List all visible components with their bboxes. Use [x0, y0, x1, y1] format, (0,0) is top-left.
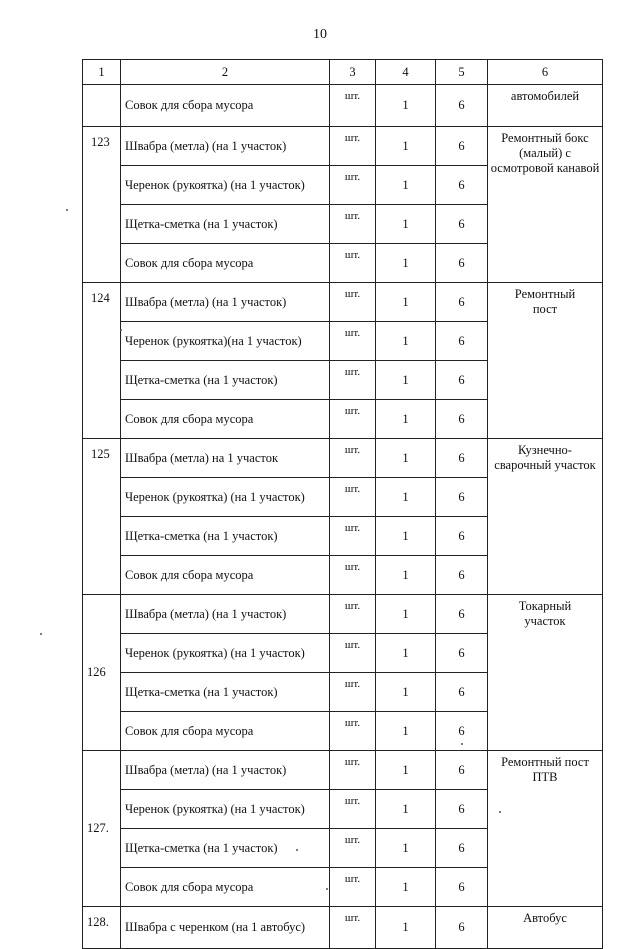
- item-quantity: 1: [376, 868, 436, 907]
- scan-speck: [296, 849, 298, 851]
- table-row: [83, 127, 603, 166]
- item-quantity: 1: [376, 361, 436, 400]
- scan-speck: [326, 888, 328, 890]
- column-header: 6: [488, 60, 603, 85]
- item-period: 6: [436, 439, 488, 478]
- row-number: 127.: [83, 751, 121, 907]
- item-unit: шт.: [330, 868, 376, 907]
- item-quantity: 1: [376, 712, 436, 751]
- item-unit: шт.: [330, 595, 376, 634]
- item-name: Швабра (метла) на 1 участок: [121, 439, 330, 478]
- item-quantity: 1: [376, 400, 436, 439]
- scan-speck: [499, 811, 501, 813]
- item-name: Швабра (метла) (на 1 участок): [121, 127, 330, 166]
- item-location: Ремонтный пост: [488, 283, 603, 439]
- item-period: 6: [436, 829, 488, 868]
- column-header: 5: [436, 60, 488, 85]
- item-period: 6: [436, 907, 488, 949]
- table-row: [83, 595, 603, 634]
- column-header: 2: [121, 60, 330, 85]
- table-row: [83, 751, 603, 790]
- item-unit: шт.: [330, 283, 376, 322]
- item-quantity: 1: [376, 556, 436, 595]
- row-number: 125: [83, 439, 121, 595]
- item-name: Совок для сбора мусора: [121, 868, 330, 907]
- item-location: Токарный участок: [488, 595, 603, 751]
- item-location: автомобилей: [488, 85, 603, 127]
- item-quantity: 1: [376, 85, 436, 127]
- item-name: Швабра (метла) (на 1 участок): [121, 283, 330, 322]
- item-unit: шт.: [330, 439, 376, 478]
- item-quantity: 1: [376, 517, 436, 556]
- item-period: 6: [436, 517, 488, 556]
- column-header: 4: [376, 60, 436, 85]
- item-unit: шт.: [330, 166, 376, 205]
- item-period: 6: [436, 478, 488, 517]
- item-quantity: 1: [376, 634, 436, 673]
- item-period: 6: [436, 595, 488, 634]
- item-name: Щетка-сметка (на 1 участок): [121, 517, 330, 556]
- item-unit: шт.: [330, 205, 376, 244]
- item-unit: шт.: [330, 127, 376, 166]
- table-row: [83, 283, 603, 322]
- item-unit: шт.: [330, 244, 376, 283]
- table-row: [83, 907, 603, 949]
- item-name: Черенок (рукоятка) (на 1 участок): [121, 478, 330, 517]
- item-quantity: 1: [376, 322, 436, 361]
- item-period: 6: [436, 751, 488, 790]
- row-number: 124: [83, 283, 121, 439]
- item-quantity: 1: [376, 907, 436, 949]
- scan-speck: [66, 209, 68, 211]
- item-period: 6: [436, 322, 488, 361]
- item-location: Кузнечно-сварочный участок: [488, 439, 603, 595]
- item-name: Совок для сбора мусора: [121, 244, 330, 283]
- item-quantity: 1: [376, 127, 436, 166]
- item-quantity: 1: [376, 439, 436, 478]
- item-name: Швабра (метла) (на 1 участок): [121, 595, 330, 634]
- item-unit: шт.: [330, 790, 376, 829]
- item-quantity: 1: [376, 283, 436, 322]
- inventory-table: [82, 59, 603, 949]
- item-name: Черенок (рукоятка) (на 1 участок): [121, 634, 330, 673]
- item-name: Щетка-сметка (на 1 участок): [121, 673, 330, 712]
- item-name: Черенок (рукоятка) (на 1 участок): [121, 166, 330, 205]
- item-location: Автобус: [488, 907, 603, 949]
- item-period: 6: [436, 85, 488, 127]
- item-unit: шт.: [330, 907, 376, 949]
- item-unit: шт.: [330, 322, 376, 361]
- item-period: 6: [436, 712, 488, 751]
- item-period: 6: [436, 673, 488, 712]
- item-unit: шт.: [330, 517, 376, 556]
- item-period: 6: [436, 166, 488, 205]
- item-period: 6: [436, 400, 488, 439]
- item-period: 6: [436, 361, 488, 400]
- scan-speck: [461, 743, 463, 745]
- item-quantity: 1: [376, 595, 436, 634]
- item-period: 6: [436, 127, 488, 166]
- item-name: Швабра с черенком (на 1 автобус): [121, 907, 330, 949]
- row-number: 123: [83, 127, 121, 283]
- item-name: Швабра (метла) (на 1 участок): [121, 751, 330, 790]
- item-quantity: 1: [376, 829, 436, 868]
- item-quantity: 1: [376, 673, 436, 712]
- item-unit: шт.: [330, 829, 376, 868]
- table-row: [83, 85, 603, 127]
- item-name: Совок для сбора мусора: [121, 400, 330, 439]
- item-quantity: 1: [376, 790, 436, 829]
- row-number: 128.: [83, 907, 121, 949]
- item-period: 6: [436, 283, 488, 322]
- item-name: Черенок (рукоятка)(на 1 участок): [121, 322, 330, 361]
- table-row: [83, 439, 603, 478]
- row-number: 126: [83, 595, 121, 751]
- item-unit: шт.: [330, 85, 376, 127]
- item-unit: шт.: [330, 751, 376, 790]
- item-quantity: 1: [376, 478, 436, 517]
- item-name: Черенок (рукоятка) (на 1 участок): [121, 790, 330, 829]
- item-period: 6: [436, 244, 488, 283]
- item-name: Щетка-сметка (на 1 участок): [121, 361, 330, 400]
- item-name: Совок для сбора мусора: [121, 556, 330, 595]
- item-unit: шт.: [330, 556, 376, 595]
- scan-speck: [40, 633, 42, 635]
- item-quantity: 1: [376, 205, 436, 244]
- item-unit: шт.: [330, 361, 376, 400]
- item-unit: шт.: [330, 712, 376, 751]
- header-row: [83, 60, 603, 85]
- row-number: [83, 85, 121, 127]
- page-number: 10: [313, 27, 327, 42]
- column-header: 3: [330, 60, 376, 85]
- item-unit: шт.: [330, 400, 376, 439]
- item-period: 6: [436, 868, 488, 907]
- scan-speck: [120, 329, 122, 331]
- column-header: 1: [83, 60, 121, 85]
- item-unit: шт.: [330, 634, 376, 673]
- item-name: Щетка-сметка (на 1 участок): [121, 205, 330, 244]
- item-name: Щетка-сметка (на 1 участок): [121, 829, 330, 868]
- item-location: Ремонтный пост ПТВ: [488, 751, 603, 907]
- item-location: Ремонтный бокс (малый) с осмотровой канавой: [488, 127, 603, 283]
- item-period: 6: [436, 556, 488, 595]
- item-name: Совок для сбора мусора: [121, 712, 330, 751]
- item-quantity: 1: [376, 166, 436, 205]
- item-period: 6: [436, 634, 488, 673]
- item-quantity: 1: [376, 244, 436, 283]
- item-quantity: 1: [376, 751, 436, 790]
- item-period: 6: [436, 205, 488, 244]
- item-period: 6: [436, 790, 488, 829]
- item-name: Совок для сбора мусора: [121, 85, 330, 127]
- item-unit: шт.: [330, 673, 376, 712]
- item-unit: шт.: [330, 478, 376, 517]
